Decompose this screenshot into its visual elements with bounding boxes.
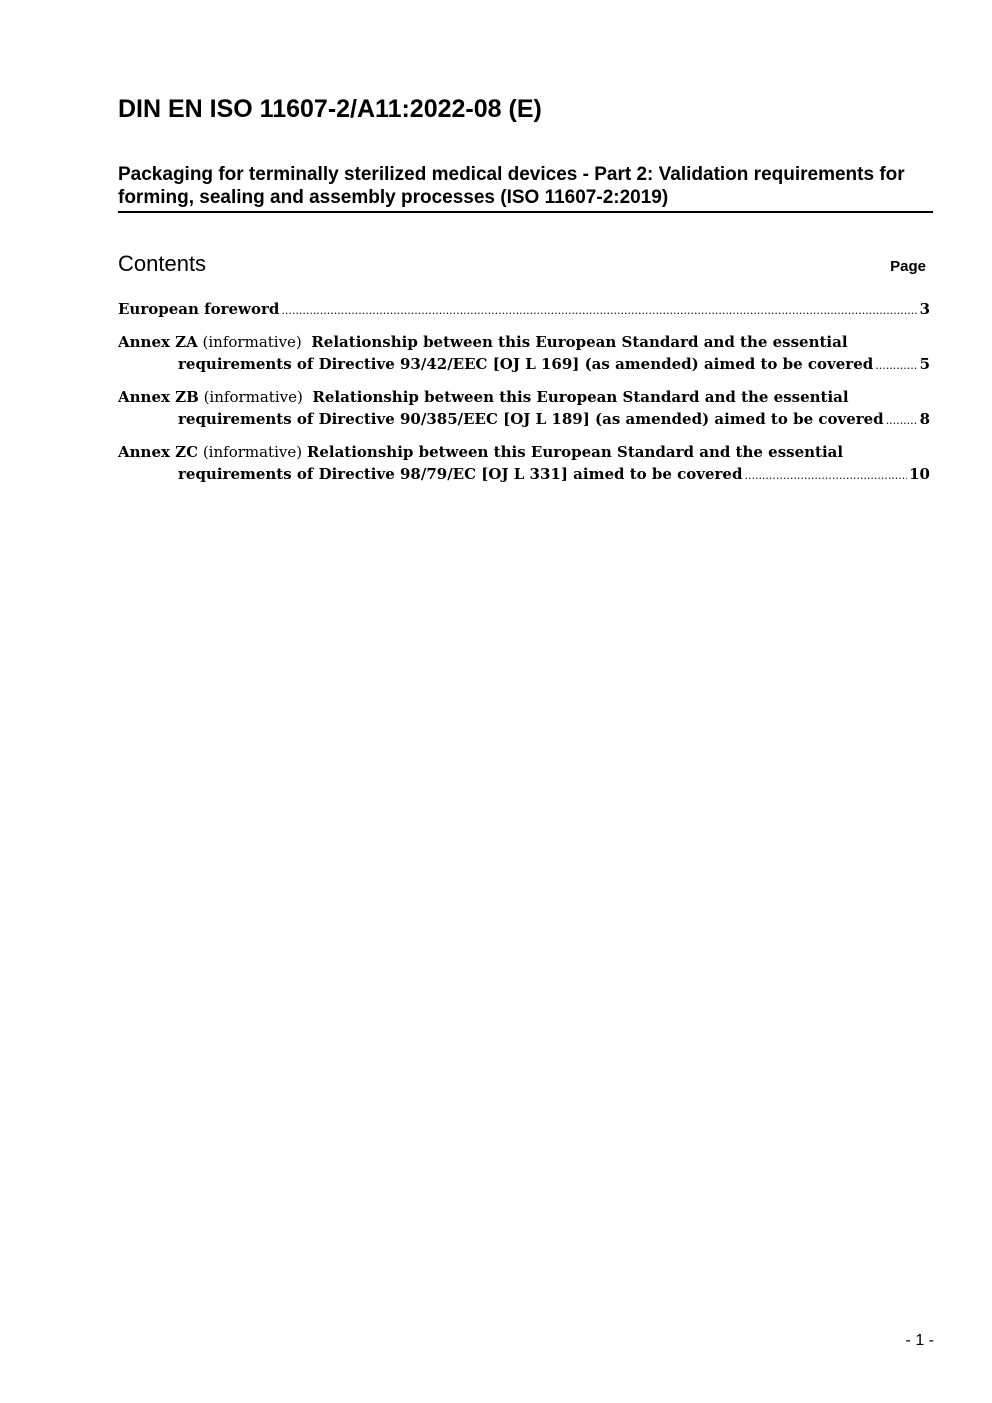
toc-entry-title: Relationship between this European Standard and the essential: [306, 443, 844, 461]
toc-entry-qualifier: (informative): [202, 443, 303, 461]
toc-dot-leader: [886, 410, 918, 432]
toc-line: [118, 441, 930, 463]
document-title: DIN EN ISO 11607-2/A11:2022-08 (E): [118, 95, 542, 123]
table-of-contents: [118, 298, 930, 496]
toc-entry-annex-zb[interactable]: [118, 386, 930, 432]
toc-line-continuation: [118, 463, 930, 487]
toc-entry-title-continued: requirements of Directive 98/79/EC [OJ L 331] aimed to be covered: [178, 465, 743, 483]
toc-entry-prefix: Annex ZA: [118, 333, 198, 351]
toc-entry-prefix: Annex ZB: [118, 388, 199, 406]
toc-entry-page: 5: [919, 355, 930, 373]
document-subtitle: Packaging for terminally sterilized medical devices - Part 2: Validation requirements for forming, sealing and assembly processes (ISO 11607-2:2019): [118, 163, 933, 213]
toc-line: [118, 331, 930, 353]
toc-entry-european-foreword[interactable]: [118, 298, 930, 322]
toc-line: [118, 298, 930, 322]
toc-line-continuation: [118, 353, 930, 377]
toc-dot-leader: [875, 355, 917, 377]
toc-entry-prefix: Annex ZC: [118, 443, 199, 461]
toc-entry-title-continued: requirements of Directive 90/385/EEC [OJ L 189] (as amended) aimed to be covered: [178, 410, 884, 428]
toc-entry-page: 8: [919, 410, 930, 428]
toc-entry-qualifier: (informative): [203, 388, 303, 406]
page-column-label: Page: [890, 258, 926, 275]
toc-entry-title-continued: requirements of Directive 93/42/EEC [OJ L 169] (as amended) aimed to be covered: [178, 355, 874, 373]
toc-dot-leader: [281, 300, 917, 322]
toc-line-continuation: [118, 408, 930, 432]
toc-entry-qualifier: (informative): [202, 333, 302, 351]
toc-dot-leader: [744, 465, 907, 487]
toc-entry-annex-zc[interactable]: [118, 441, 930, 487]
toc-line: [118, 386, 930, 408]
footer-page-number: - 1 -: [905, 1332, 934, 1349]
toc-entry-title: Relationship between this European Standard and the essential: [312, 388, 849, 406]
contents-heading: Contents: [118, 251, 207, 276]
toc-entry-annex-za[interactable]: [118, 331, 930, 377]
toc-entry-title: Relationship between this European Standard and the essential: [311, 333, 848, 351]
toc-entry-page: 3: [919, 300, 930, 318]
toc-entry-label: European foreword: [118, 300, 280, 318]
toc-entry-page: 10: [909, 465, 930, 483]
